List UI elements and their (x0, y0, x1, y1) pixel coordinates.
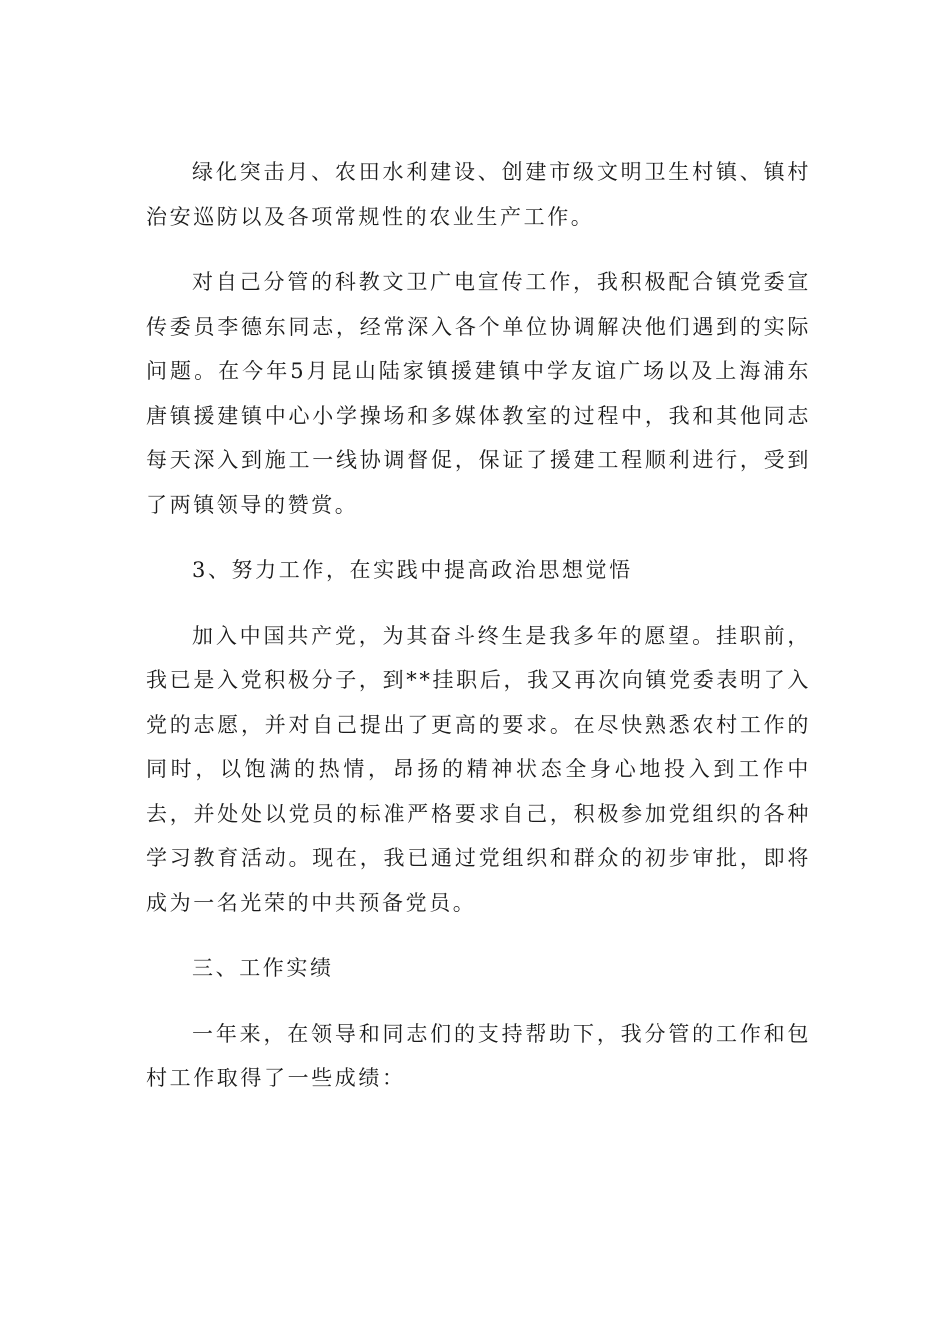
paragraph-yearly-summary: 一年来，在领导和同志们的支持帮助下，我分管的工作和包村工作取得了一些成绩： (146, 1021, 811, 1090)
section-heading-work-achievements: 三、工作实绩 (192, 956, 334, 980)
paragraph-education-propaganda: 对自己分管的科教文卫广电宣传工作，我积极配合镇党委宣传委员李德东同志，经常深入各个单位协调解决他们遇到的实际问题。在今年5月昆山陆家镇援建镇中学友谊广场以及上海浦东唐镇援建镇中心小学操场和多媒体教室的过程中，我和其他同志每天深入到施工一线协调督促，保证了援建工程顺利进行，受到了两镇领导的赞赏。 (146, 270, 811, 517)
paragraph-party-membership: 加入中国共产党，为其奋斗终生是我多年的愿望。挂职前，我已是入党积极分子，到**挂职后，我又再次向镇党委表明了入党的志愿，并对自己提出了更高的要求。在尽快熟悉农村工作的同时，以饱满的热情，昂扬的精神状态全身心地投入到工作中去，并处处以党员的标准严格要求自己，积极参加党组织的各种学习教育活动。现在，我已通过党组织和群众的初步审批，即将成为一名光荣的中共预备党员。 (146, 623, 811, 915)
paragraph-greening-agriculture: 绿化突击月、农田水利建设、创建市级文明卫生村镇、镇村治安巡防以及各项常规性的农业生产工作。 (146, 160, 811, 229)
document-body (146, 150, 811, 1101)
section-heading-political-awareness: 3、努力工作，在实践中提高政治思想觉悟 (192, 558, 633, 582)
